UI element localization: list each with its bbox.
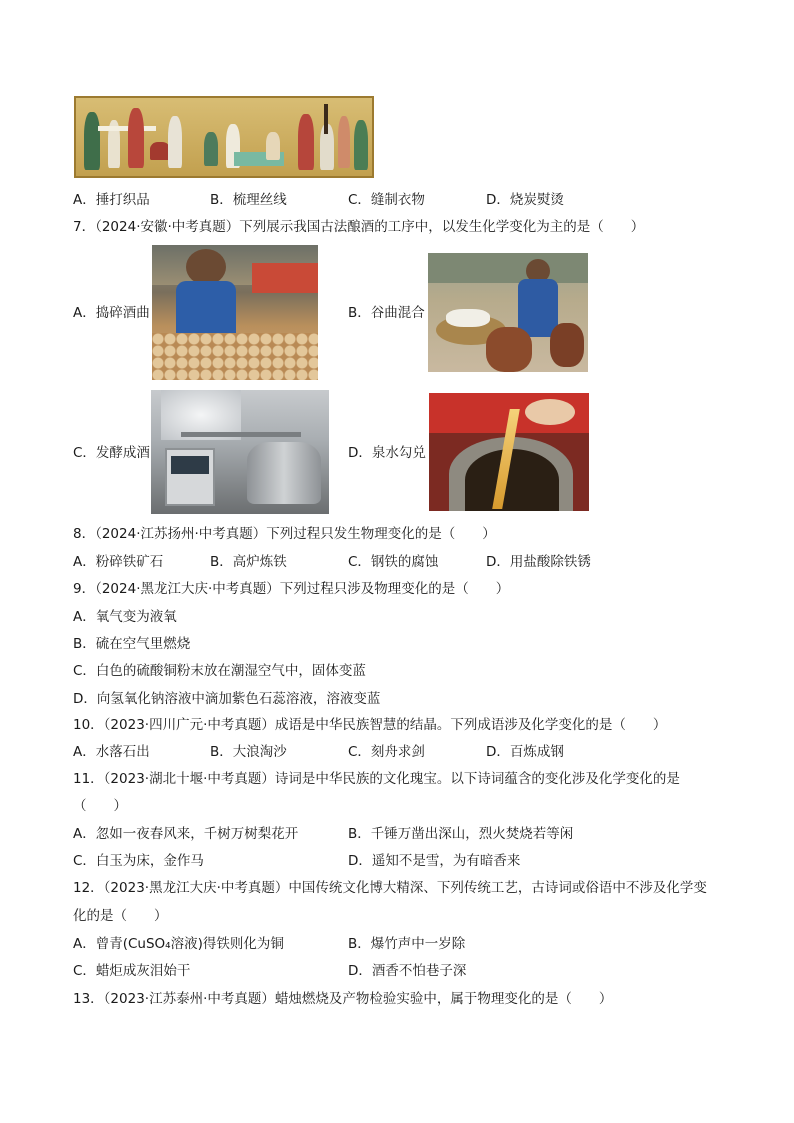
q7-option-a: A．捣碎酒曲: [73, 305, 150, 321]
q8-stem: 8．（2024·江苏扬州·中考真题）下列过程只发生物理变化的是（ ）: [73, 526, 496, 542]
photo-crushing-yeast: [152, 245, 318, 380]
q10-stem: 10．（2023·四川广元·中考真题）成语是中华民族智慧的结晶。下列成语涉及化学变化的是（ ）: [73, 717, 667, 733]
q8-option-b: B．高炉炼铁: [210, 554, 287, 570]
q10-option-b: B．大浪淘沙: [210, 744, 287, 760]
q12-option-c: C．蜡炬成灰泪始干: [73, 963, 191, 979]
silk-making-painting: [74, 96, 374, 178]
q13-stem: 13．（2023·江苏泰州·中考真题）蜡烛燃烧及产物检验实验中，属于物理变化的是（ ）: [73, 991, 613, 1007]
q11-stem-line2: （ ）: [73, 798, 127, 814]
q8-option-d: D．用盐酸除铁锈: [486, 554, 591, 570]
q11-option-b: B．千锤万凿出深山，烈火焚烧若等闲: [348, 826, 574, 842]
q12-option-b: B．爆竹声中一岁除: [348, 936, 466, 952]
q12-option-a: A．曾青(CuSO₄溶液)得铁则化为铜: [73, 936, 284, 952]
q6-option-d: D．烧炭熨烫: [486, 192, 564, 208]
q9-option-b: B．硫在空气里燃烧: [73, 636, 191, 652]
q8-option-a: A．粉碎铁矿石: [73, 554, 164, 570]
q7-stem: 7．（2024·安徽·中考真题）下列展示我国古法酿酒的工序中，以发生化学变化为主的是（ ）: [73, 219, 645, 235]
q10-option-c: C．刻舟求剑: [348, 744, 425, 760]
q11-option-a: A．忽如一夜春风来，千树万树梨花开: [73, 826, 299, 842]
q12-stem-line2: 化的是（ ）: [73, 908, 168, 924]
q6-option-b: B．梳理丝线: [210, 192, 287, 208]
photo-mixing-grain: [428, 253, 588, 372]
q11-option-d: D．遥知不是雪，为有暗香来: [348, 853, 521, 869]
q6-option-a: A．捶打织品: [73, 192, 150, 208]
q7-option-d: D．泉水勾兑: [348, 445, 426, 461]
q11-option-c: C．白玉为床，金作马: [73, 853, 204, 869]
q11-stem-line1: 11．（2023·湖北十堰·中考真题）诗词是中华民族的文化瑰宝。以下诗词蕴含的变化涉及化学变化的是: [73, 771, 680, 787]
q10-option-d: D．百炼成钢: [486, 744, 564, 760]
q12-option-d: D．酒香不怕巷子深: [348, 963, 467, 979]
q10-option-a: A．水落石出: [73, 744, 150, 760]
q9-stem: 9．（2024·黑龙江大庆·中考真题）下列过程只涉及物理变化的是（ ）: [73, 581, 510, 597]
q12-stem-line1: 12．（2023·黑龙江大庆·中考真题）中国传统文化博大精深、下列传统工艺，古诗词或俗语中不涉及化学变: [73, 880, 707, 896]
q6-option-c: C．缝制衣物: [348, 192, 425, 208]
q9-option-d: D．向氢氧化钠溶液中滴加紫色石蕊溶液，溶液变蓝: [73, 691, 381, 707]
photo-fermenting: [151, 390, 329, 514]
q7-option-b: B．谷曲混合: [348, 305, 425, 321]
q9-option-c: C．白色的硫酸铜粉末放在潮湿空气中，固体变蓝: [73, 663, 366, 679]
photo-blending-water: [429, 393, 589, 511]
q8-option-c: C．钢铁的腐蚀: [348, 554, 439, 570]
q9-option-a: A．氧气变为液氧: [73, 609, 177, 625]
q7-option-c: C．发酵成酒: [73, 445, 150, 461]
